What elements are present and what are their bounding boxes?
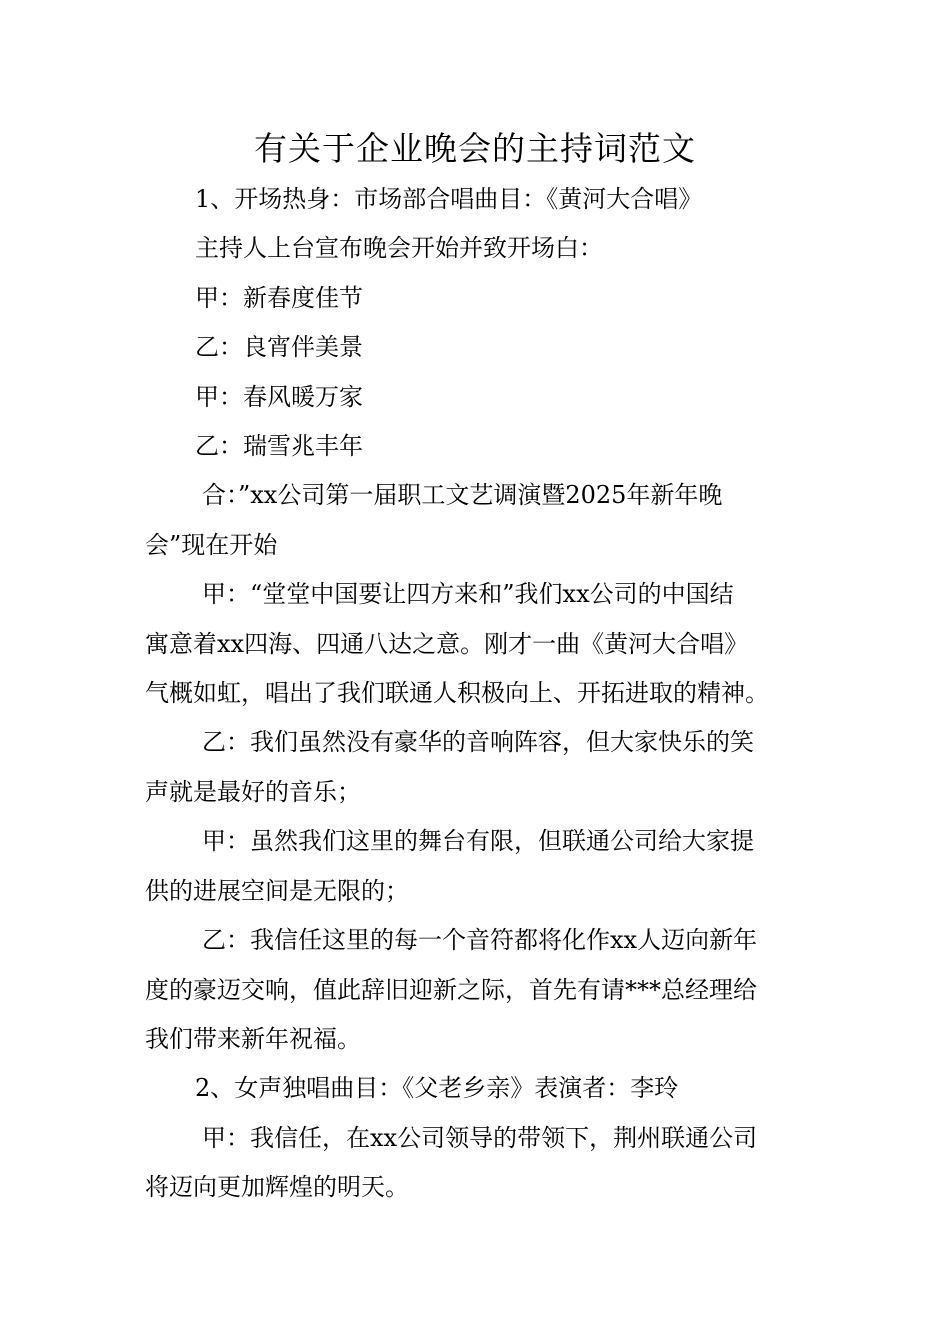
paragraph-line: 合：”xx公司第一届职工文艺调演暨2025年新年晚 [202, 481, 723, 510]
document-body [145, 175, 807, 1213]
paragraph-line: 供的进展空间是无限的； [145, 876, 409, 905]
paragraph-line: 乙：良宵伴美景 [195, 333, 363, 362]
paragraph-line: 甲：虽然我们这里的舞台有限，但联通公司给大家提 [202, 827, 754, 856]
paragraph-line: 度的豪迈交响，值此辞旧迎新之际，首先有请***总经理给 [145, 975, 757, 1004]
paragraph-line: 声就是最好的音乐； [145, 777, 361, 806]
paragraph-line: 我们带来新年祝福。 [145, 1024, 361, 1053]
document-title: 有关于企业晚会的主持词范文 [254, 129, 696, 168]
paragraph-line: 2、女声独唱曲目：《父老乡亲》表演者：李玲 [195, 1074, 679, 1103]
paragraph-line: 乙：我信任这里的每一个音符都将化作xx人迈向新年 [202, 926, 758, 955]
paragraph-line: 乙：瑞雪兆丰年 [195, 432, 363, 461]
paragraph-line: 会”现在开始 [145, 530, 278, 559]
paragraph-line: 寓意着xx四海、四通八达之意。刚才一曲《黄河大合唱》 [145, 629, 749, 658]
paragraph-line: 甲：新春度佳节 [195, 283, 363, 312]
paragraph-line: 甲：春风暖万家 [195, 382, 363, 411]
paragraph-line: 主持人上台宣布晚会开始并致开场白： [195, 234, 603, 263]
paragraph-line: 甲：我信任，在xx公司领导的带领下，荆州联通公司 [202, 1123, 758, 1152]
paragraph-line: 乙：我们虽然没有豪华的音响阵容，但大家快乐的笑 [202, 728, 754, 757]
paragraph-line: 甲：“堂堂中国要让四方来和”我们xx公司的中国结 [202, 580, 734, 609]
paragraph-line: 1、开场热身：市场部合唱曲目：《黄河大合唱》 [195, 185, 703, 213]
paragraph-line: 气概如虹，唱出了我们联通人积极向上、开拓进取的精神。 [145, 679, 769, 708]
paragraph-line: 将迈向更加辉煌的明天。 [145, 1173, 409, 1202]
